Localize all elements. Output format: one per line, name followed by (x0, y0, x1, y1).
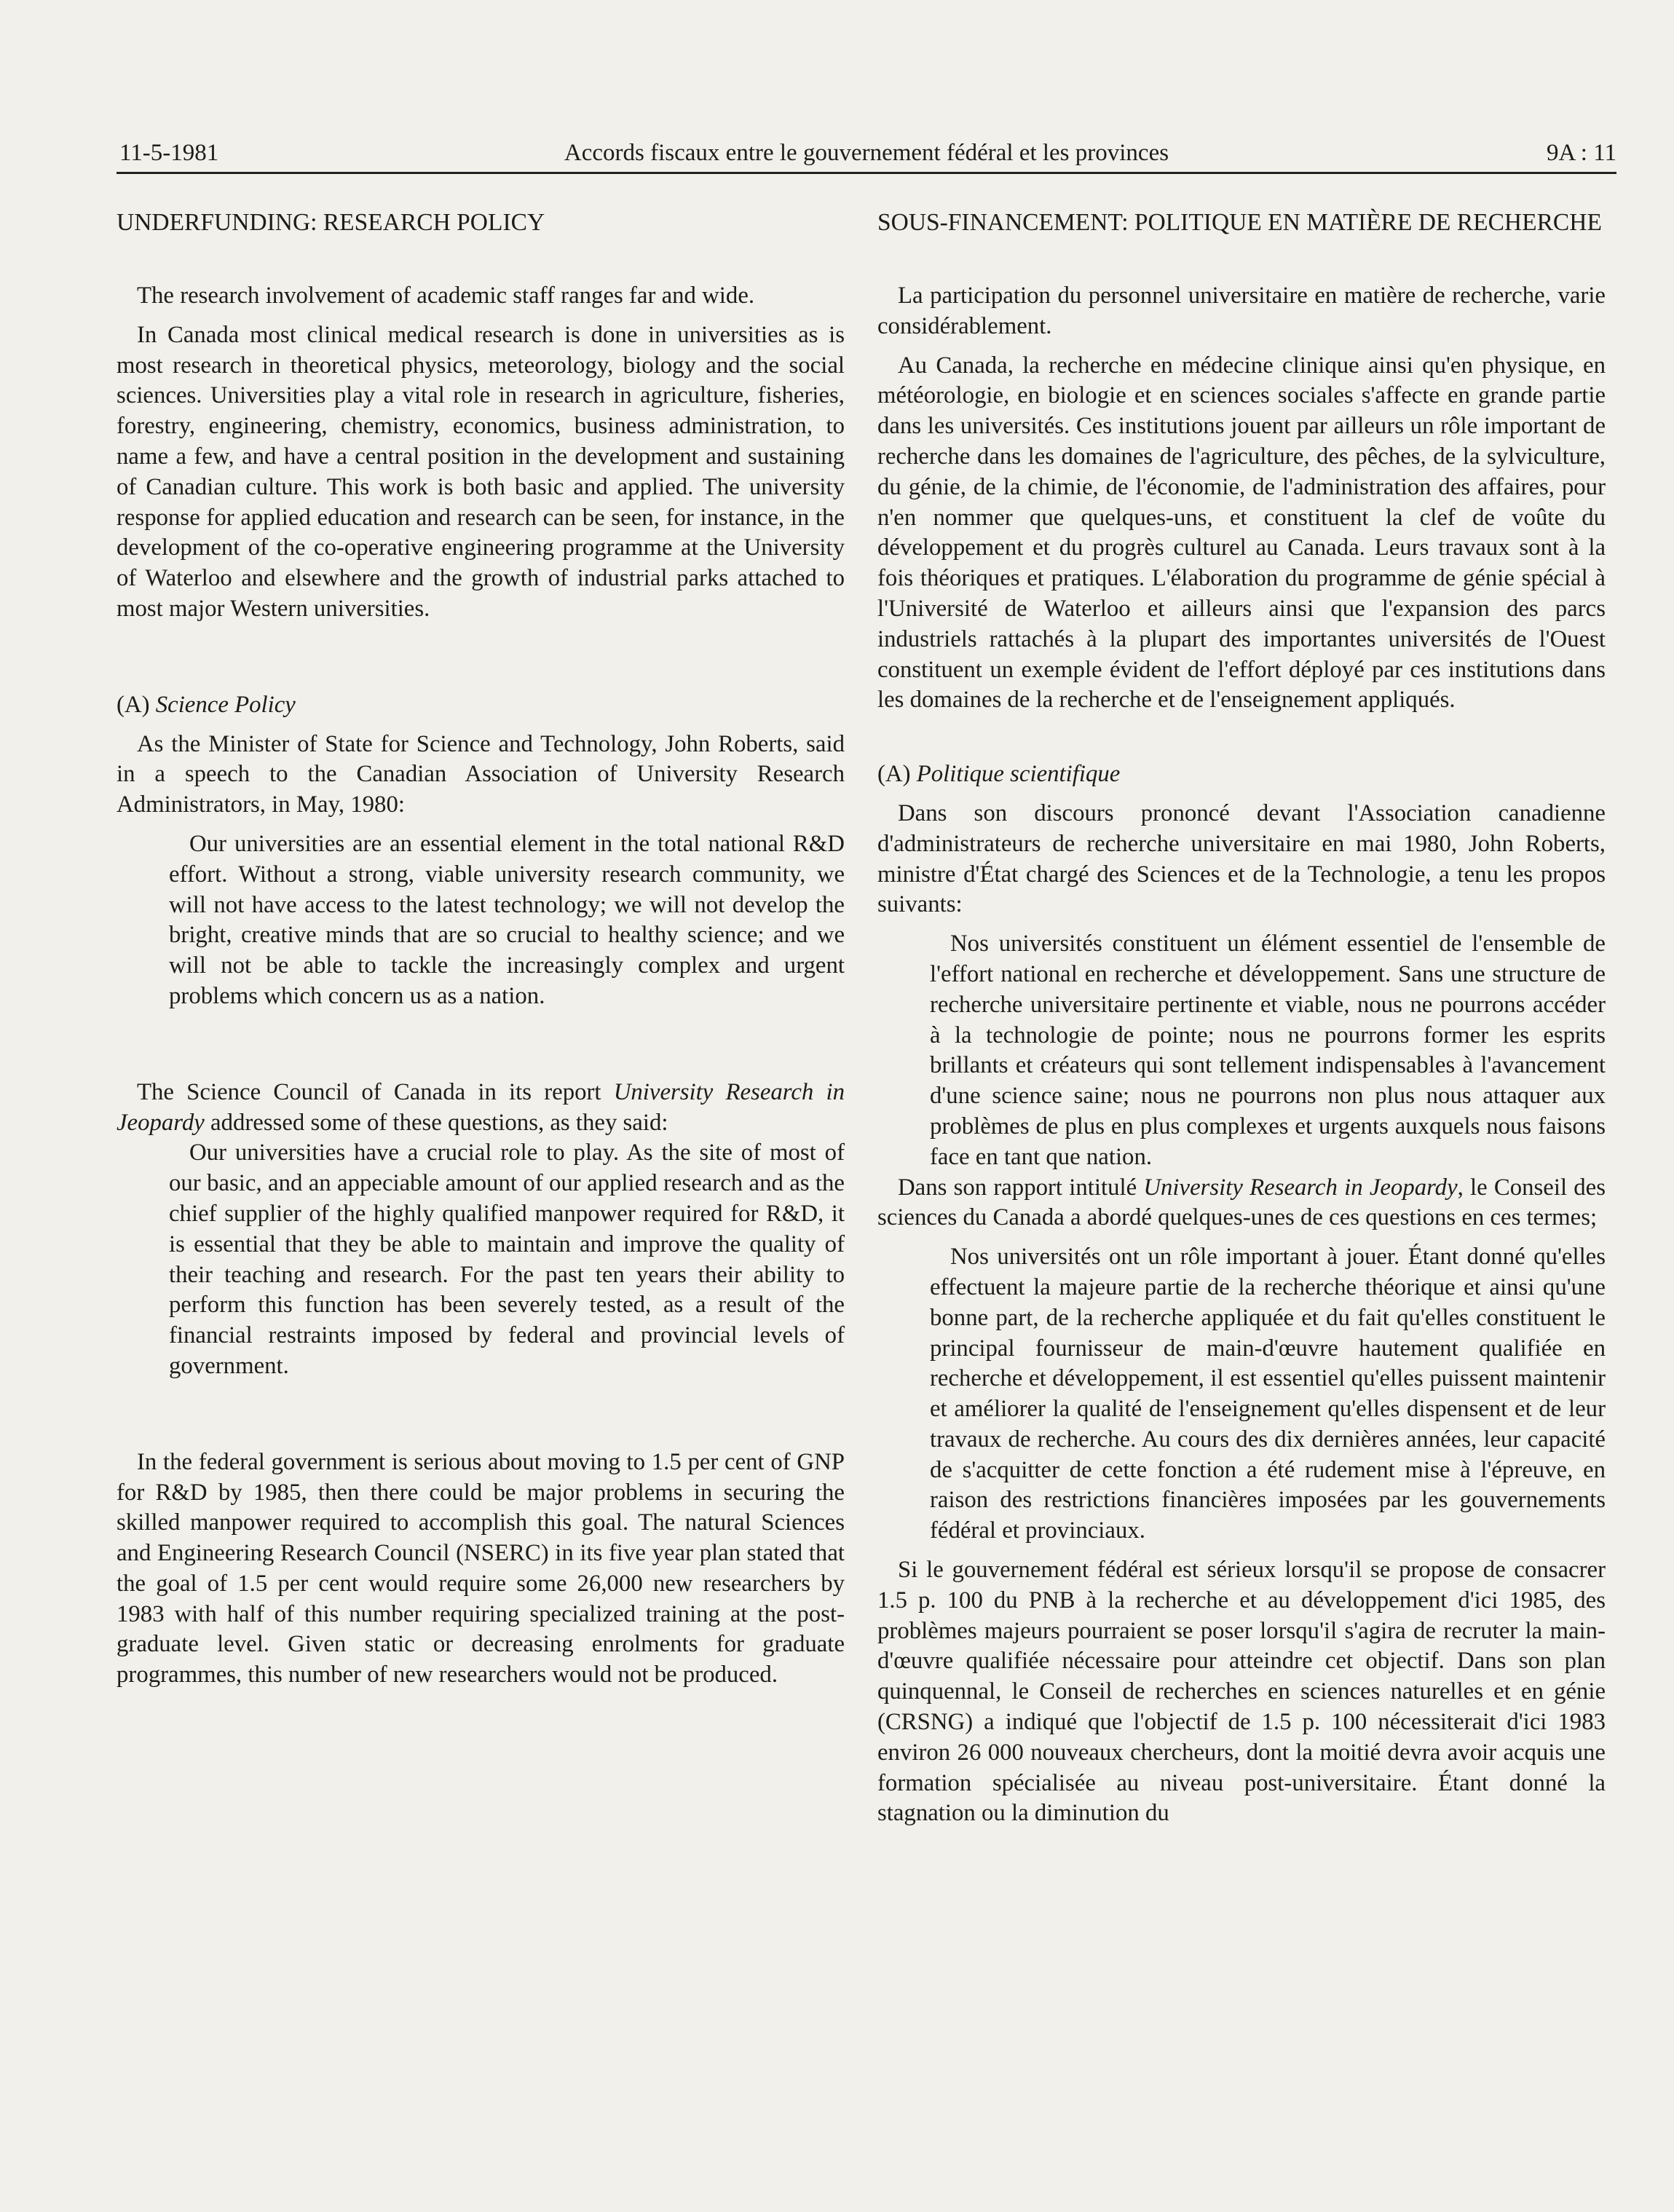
french-paragraph-3: Dans son discours prononcé devant l'Association canadienne d'administrateurs de recherche universitaire en mai 1980, John Roberts, ministre d'État chargé des Sciences et de la Technologie, a tenu les propos suivants: (877, 799, 1606, 918)
header-rule (117, 172, 1616, 174)
english-paragraph-2: In Canada most clinical medical research is done in universities as is most research in theoretical physics, meteorology, biology and the social sciences. Universities play a vital role in research in agriculture, fisheries, forestry, engineering, chemistry, economics, business administration, to name a few, and have a central position in the development and sustaining of Canadian culture. This work is both basic and applied. The university response for applied education and research can be seen, for instance, in the development of the co-operative engineering programme at the University of Waterloo and elsewhere and the growth of industrial parks attached to most major Western universities. (117, 321, 845, 622)
english-paragraph-3: As the Minister of State for Science and Technology, John Roberts, said in a speech to the Canadian Association of University Research Administrators, in May, 1980: (117, 730, 845, 818)
french-quote-1 (930, 929, 1606, 1172)
english-report-title: University Research in Jeopardy (117, 1078, 845, 1136)
english-quote-2-text: Our universities have a crucial role to play. As the site of most of our basic, and an appeciable amount of our applied research and as the chief supplier of the highly qualified manpower required for R&D, it is essential that they be able to maintain and improve the quality of their teaching and research. For the past ten years their ability to perform this function has been severely tested, as a result of the financial restraints imposed by federal and provincial levels of government. (169, 1139, 845, 1379)
header-page-number: 9A : 11 (1547, 140, 1616, 166)
english-paragraph-4-start: The Science Council of Canada in its report (137, 1078, 614, 1105)
french-quote-1-text: Nos universités constituent un élément essentiel de l'ensemble de l'effort national en recherche et développement. Sans une structure de recherche universitaire pertinente et viable, nous ne pourrons accéder à la technologie de pointe; nous ne pourrons former les esprits brillants et créateurs qui sont tellement indispensables à l'avancement d'une science saine; nous ne pourrons non plus nous attaquer aux problèmes de plus en plus complexes et urgents auxquels nous faisons face en tant que nation. (930, 931, 1606, 1170)
french-quote-2 (930, 1242, 1606, 1547)
french-paragraph-4-start: Dans son rapport intitulé (898, 1174, 1144, 1201)
french-section-heading: SOUS-FINANCEMENT: POLITIQUE EN MATIÈRE DE RECHERCHE (877, 209, 1602, 236)
french-column (877, 208, 1606, 1829)
french-quote-2-text: Nos universités ont un rôle important à jouer. Étant donné qu'elles effectuent la majeure partie de la recherche théorique et ainsi qu'une bonne part, de la recherche appliquée et du fait qu'elles constituent le principal fournisseur de main-d'œuvre hautement qualifiée en recherche et développement, il est essentiel qu'elles puissent maintenir et améliorer la qualité de l'enseignement qu'elles dispensent et de leur travaux de recherche. Au cours des dix dernières années, leur capacité de s'acquitter de cette fonction a été rudement mise à l'épreuve, en raison des restrictions financières imposées par les gouvernements fédéral et provinciaux. (930, 1244, 1606, 1544)
english-section-heading: UNDERFUNDING: RESEARCH POLICY (117, 209, 545, 236)
english-paragraph-5: In the federal government is serious about moving to 1.5 per cent of GNP for R&D by 1985, then there could be major problems in securing the skilled manpower required to accomplish this goal. The natural Sciences and Engineering Research Council (NSERC) in its five year plan stated that the goal of 1.5 per cent would require some 26,000 new researchers by 1983 with half of this number requiring specialized training at the post-graduate level. Given static or decreasing enrolments for graduate programmes, this number of new researchers would not be produced. (117, 1448, 845, 1688)
english-subheading-title: Science Policy (155, 691, 296, 718)
french-subheading-label: (A) (877, 761, 911, 788)
french-subheading-title: Politique scientifique (916, 761, 1121, 788)
english-quote-1-text: Our universities are an essential element in the total national R&D effort. Without a strong, viable university research community, we will not have access to the latest technology; we will not develop the bright, creative minds that are so crucial to healthy science; and we will not be able to tackle the increasingly complex and urgent problems which concern us as a nation. (169, 830, 845, 1009)
english-quote-1 (169, 829, 845, 1012)
english-subheading-label: (A) (117, 691, 150, 718)
header-title: Accords fiscaux entre le gouvernement fédéral et les provinces (564, 140, 1169, 166)
french-subheading (877, 759, 1606, 790)
english-paragraph-4 (117, 1078, 845, 1139)
french-paragraph-1: La participation du personnel universitaire en matière de recherche, varie considérablement. (877, 283, 1606, 339)
english-paragraph-1: The research involvement of academic staff ranges far and wide. (137, 283, 755, 309)
english-column (117, 208, 845, 1691)
french-paragraph-2: Au Canada, la recherche en médecine clinique ainsi qu'en physique, en météorologie, en biologie et en sciences sociales s'affecte en grande partie dans les universités. Ces institutions jouent par ailleurs un rôle important de recherche dans les domaines de l'agriculture, des pêches, de la sylviculture, du génie, de la chimie, de l'économie, de l'administration des affaires, pour n'en nommer que quelques-uns, et constituent la clef de voûte du développement et du progrès culturel au Canada. Leurs travaux sont à la fois théoriques et pratiques. L'élaboration du programme de génie spécial à l'Université de Waterloo et ailleurs ainsi que l'expansion des parcs industriels rattachés à la plupart des importantes universités de l'Ouest constituent un exemple évident de l'effort déployé par ces institutions dans les domaines de la recherche et de l'enseignement appliqués. (877, 352, 1606, 714)
french-paragraph-4-end: , le Conseil des sciences du Canada a abordé quelques-unes de ces questions en ces termes; (877, 1174, 1606, 1231)
french-paragraph-4 (877, 1173, 1606, 1234)
header-date: 11-5-1981 (119, 140, 219, 166)
french-report-title: University Research in Jeopardy (1143, 1174, 1458, 1201)
english-subheading (117, 690, 845, 721)
english-paragraph-4-end: addressed some of these questions, as they said: (204, 1109, 668, 1136)
french-paragraph-5: Si le gouvernement fédéral est sérieux lorsqu'il se propose de consacrer 1.5 p. 100 du PNB à la recherche et au développement d'ici 1985, des problèmes majeurs pourraient se poser lorsqu'il s'agira de recruter la main-d'œuvre qualifiée nécessaire pour atteindre cet objectif. Dans son plan quinquennal, le Conseil de recherches en sciences naturelles et en génie (CRSNG) a indiqué que l'objectif de 1.5 p. 100 nécessiterait d'ici 1983 environ 26 000 nouveaux chercheurs, dont la moitié devra avoir acquis une formation spécialisée au niveau post-universitaire. Étant donné la stagnation ou la diminution du (877, 1557, 1606, 1827)
english-quote-2 (169, 1138, 845, 1381)
